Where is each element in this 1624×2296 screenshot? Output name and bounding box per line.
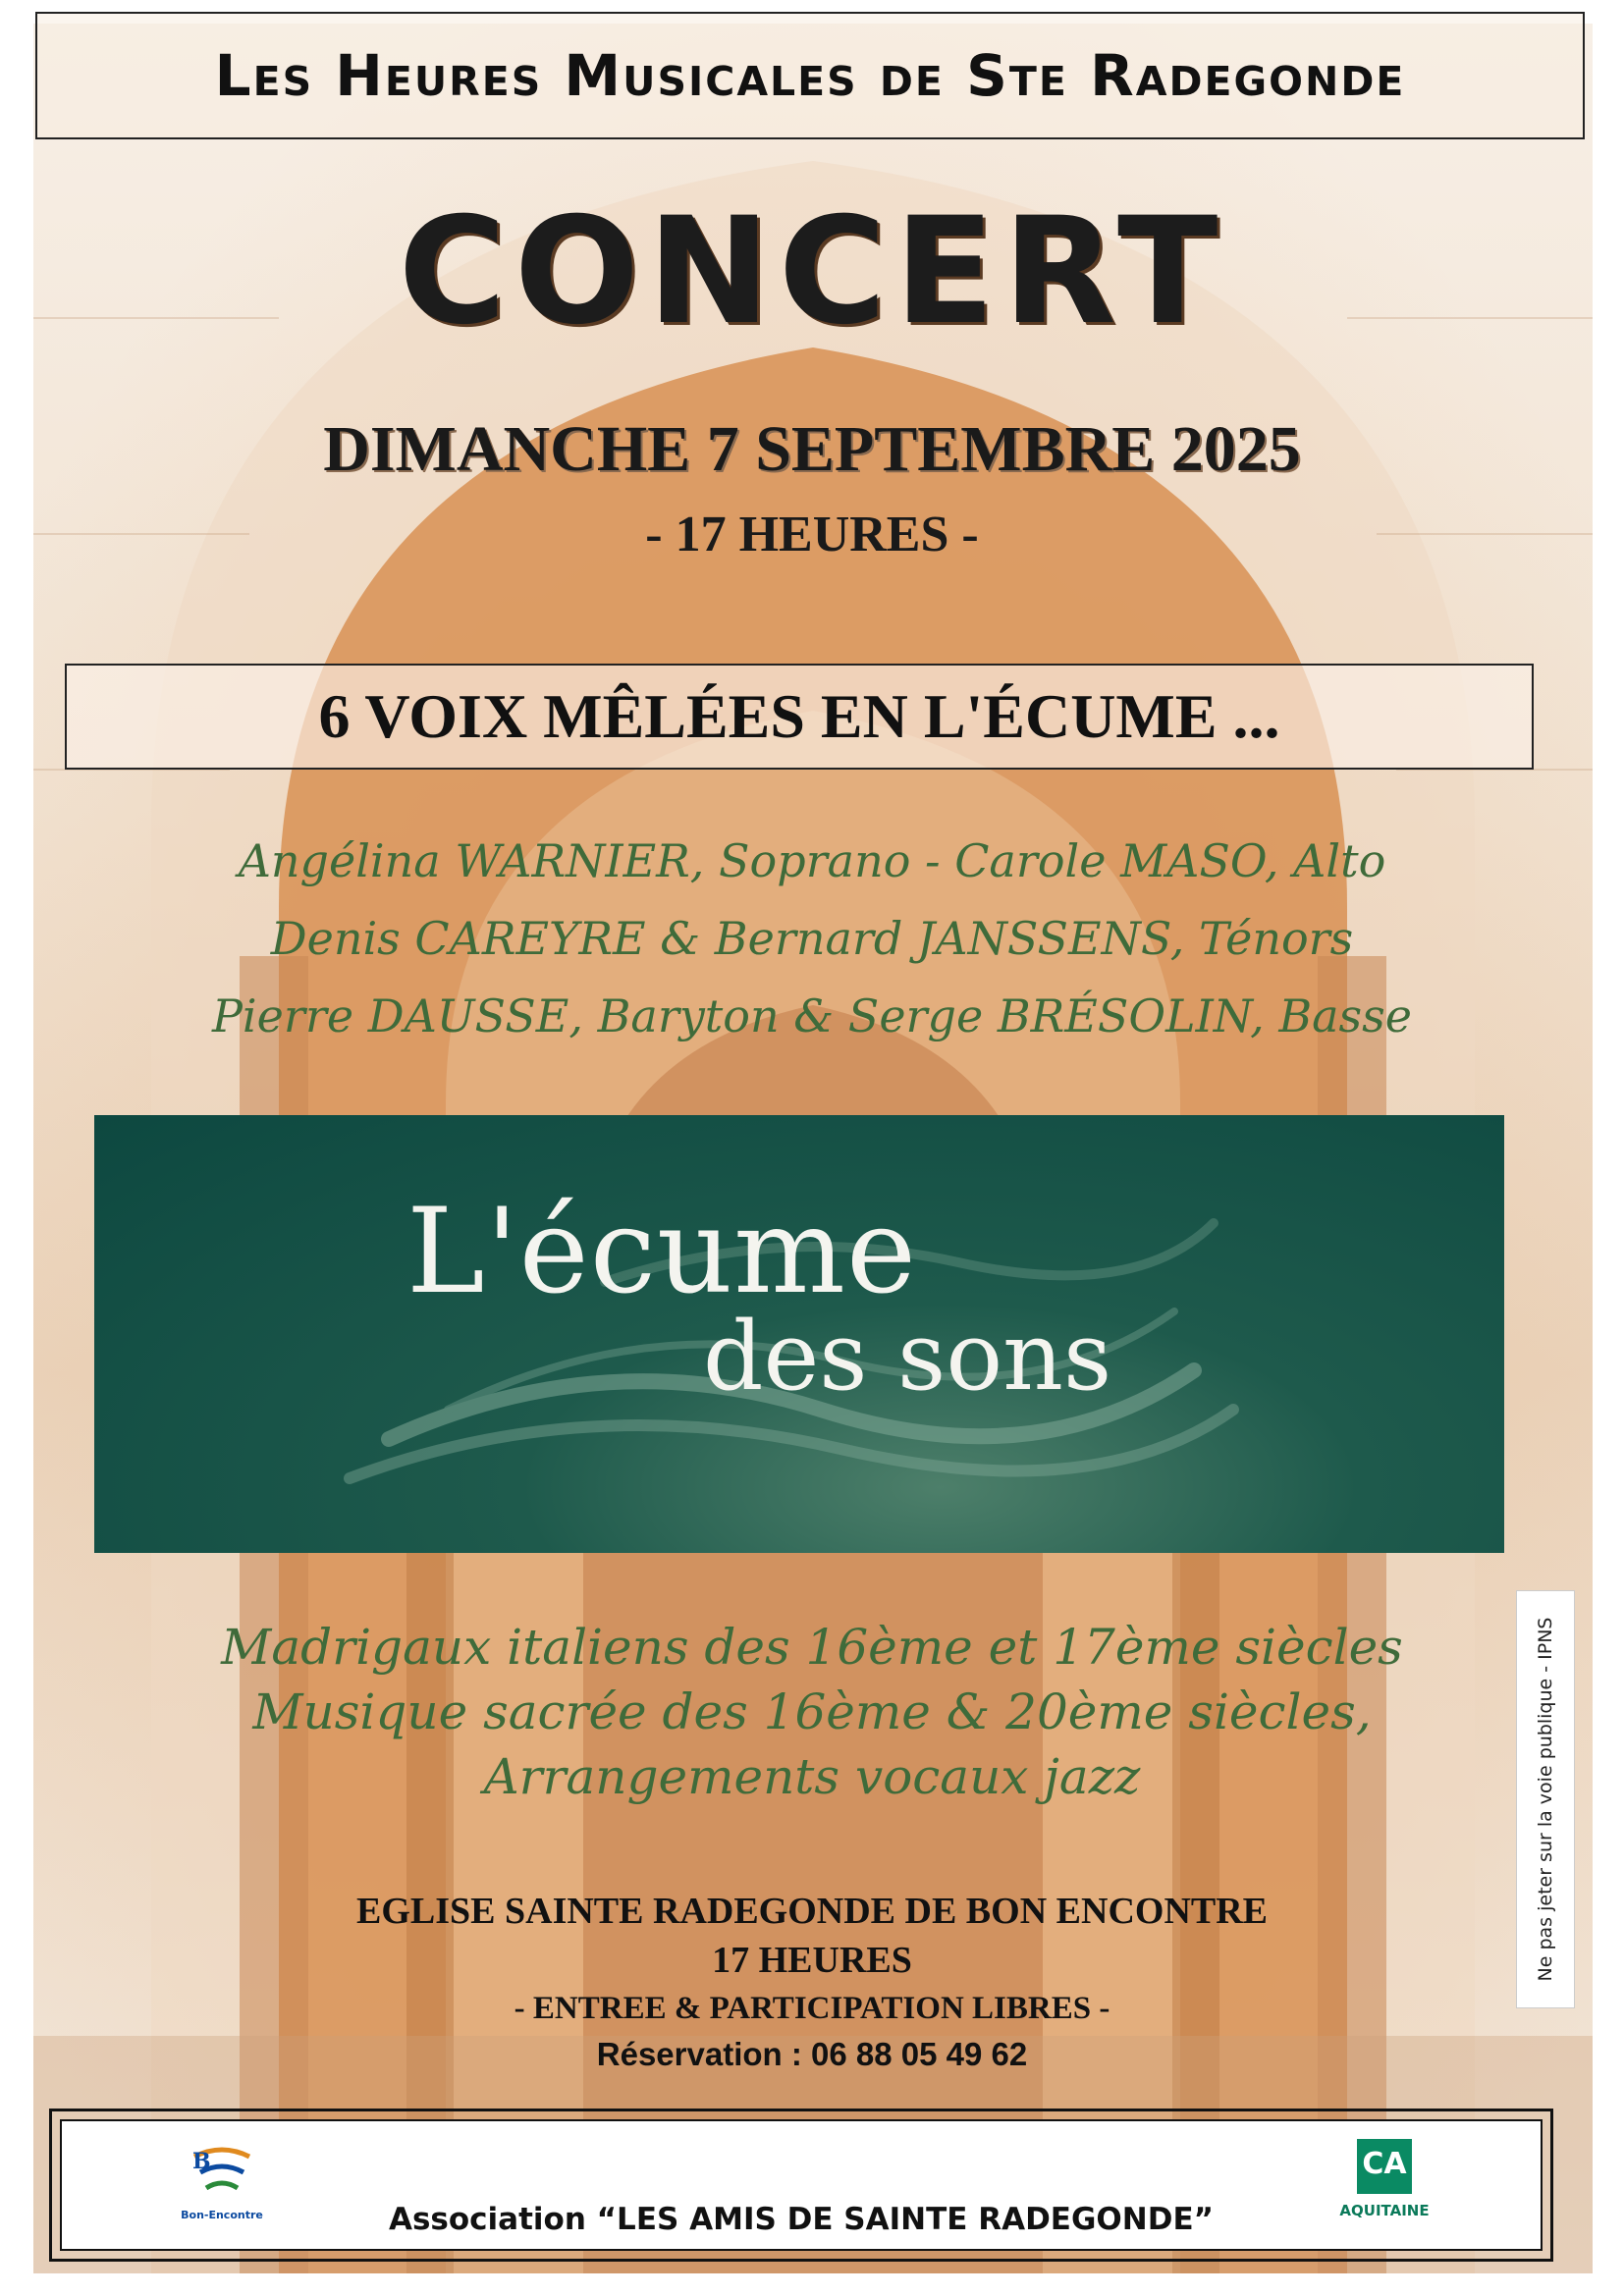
repertoire-line: Madrigaux italiens des 16ème et 17ème siècles <box>221 1619 1403 1676</box>
footer-frame <box>49 2109 1553 2262</box>
credit-agricole-mark: CA <box>1362 2147 1407 2181</box>
performer-line: Pierre DAUSSE, Baryton & Serge BRÉSOLIN, Basse <box>211 989 1412 1042</box>
credit-agricole-logo <box>1326 2133 1442 2227</box>
performers-list <box>0 823 1624 1055</box>
reservation-phone: Réservation : 06 88 05 49 62 <box>596 2036 1028 2072</box>
footer-inner-frame <box>60 2119 1543 2251</box>
logo-text-line1: L'écume <box>406 1184 917 1320</box>
ensemble-logo <box>94 1115 1504 1553</box>
bon-encontre-caption: Bon-Encontre <box>181 2209 263 2221</box>
program-title: 6 VOIX MÊLÉES EN L'ÉCUME ... <box>318 681 1280 751</box>
ipns-text: Ne pas jeter sur la voie publique - IPNS <box>1535 1617 1556 1982</box>
event-time: - 17 HEURES - <box>645 507 979 562</box>
credit-agricole-caption: AQUITAINE <box>1339 2202 1430 2219</box>
event-date: DIMANCHE 7 SEPTEMBRE 2025 <box>323 413 1301 485</box>
admission-note: - ENTREE & PARTICIPATION LIBRES - <box>514 1991 1110 2026</box>
svg-text:B: B <box>192 2149 211 2174</box>
credit-agricole-emblem <box>1357 2139 1412 2194</box>
program-title-box <box>65 664 1534 770</box>
association-name: Association “LES AMIS DE SAINTE RADEGONDE” <box>388 2202 1215 2237</box>
ipns-notice <box>1516 1590 1575 2008</box>
venue-time: 17 HEURES <box>712 1940 912 1981</box>
repertoire-line: Arrangements vocaux jazz <box>483 1748 1141 1805</box>
header-banner <box>35 12 1585 139</box>
logo-text-line2: des sons <box>703 1302 1112 1412</box>
performer-line: Denis CAREYRE & Bernard JANSSENS, Ténors <box>270 912 1354 965</box>
repertoire-list <box>0 1615 1624 1809</box>
repertoire-line: Musique sacrée des 16ème & 20ème siècles, <box>252 1683 1372 1740</box>
venue-name: EGLISE SAINTE RADEGONDE DE BON ENCONTRE <box>355 1891 1269 1932</box>
bon-encontre-emblem-icon <box>165 2139 279 2208</box>
performer-line: Angélina WARNIER, Soprano - Carole MASO, Alto <box>238 834 1386 887</box>
venue-info <box>0 1887 1624 2077</box>
festival-title: Les Heures Musicales de Ste Radegonde <box>214 42 1406 109</box>
concert-headline: CONCERT <box>398 187 1226 357</box>
